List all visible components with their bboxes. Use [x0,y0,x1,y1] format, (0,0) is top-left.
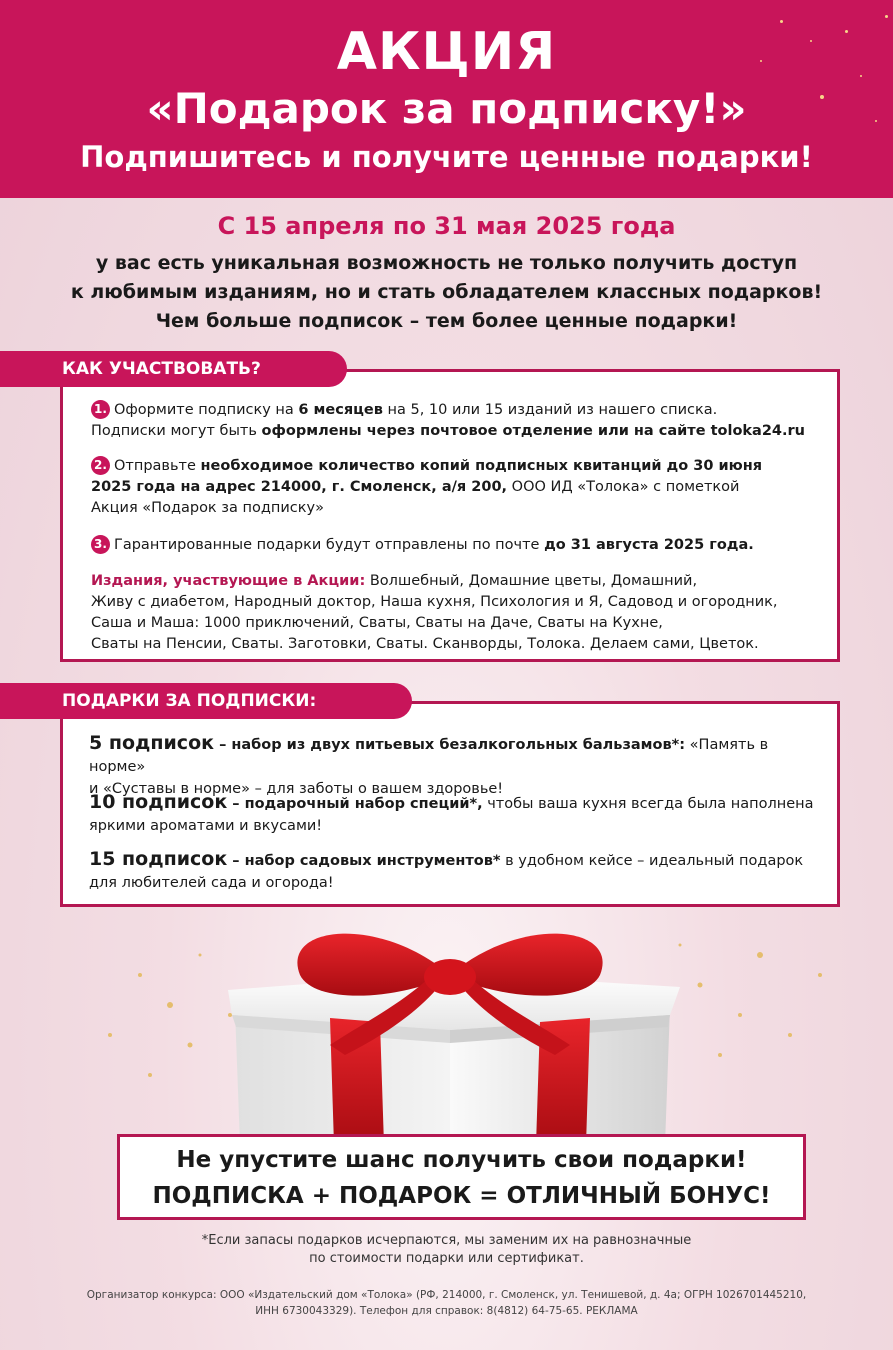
step-number: 2. [91,456,110,475]
promo-dates: С 15 апреля по 31 мая 2025 года [217,212,676,240]
footnote: *Если запасы подарков исчерпаются, мы заменим их на равнозначные по стоимости подарки или сертификат. [201,1233,692,1266]
cta-line-1: Не упустите шанс получить свои подарки! [176,1147,747,1173]
step-1: 1. Оформите подписку на 6 месяцев на 5, 10 или 15 изданий из нашего списка. Подписки могут быть оформлены через почтовое отделение или на сайте toloka24.ru [91,402,806,439]
legal-text: Организатор конкурса: ООО «Издательский дом «Толока» (РФ, 214000, г. Смоленск, ул. Тенишевой, д. 4а; ОГРН 1026701445210, ИНН 6730043329). Телефон для справок: 8(4812) 64-75-65. РЕКЛАМА [86,1289,807,1317]
header-banner [0,0,893,198]
promo-title: АКЦИЯ [336,22,557,82]
gift-item-5: 5 подписок – набор из двух питьевых безалкогольных бальзамов*: «Память в норме» и «Суставы в норме» – для заботы о вашем здоровье! [89,732,769,797]
cta-line-2: ПОДПИСКА + ПОДАРОК = ОТЛИЧНЫЙ БОНУС! [152,1183,771,1209]
gift-item-15: 15 подписок – набор садовых инструментов* в удобном кейсе – идеальный подарок для любителей сада и огорода! [89,848,804,891]
gift-item-10: 10 подписок – подарочный набор специй*, чтобы ваша кухня всегда была наполнена яркими ароматами и вкусами! [89,791,814,834]
gifts-tab: ПОДАРКИ ЗА ПОДПИСКИ: [0,683,412,719]
editions-label: Издания, участвующие в Акции: [91,573,366,589]
promo-subtitle: «Подарок за подписку!» [146,84,747,133]
gifts-box [60,701,840,907]
how-to-tab: КАК УЧАСТВОВАТЬ? [0,351,347,387]
intro-line-1: у вас есть уникальная возможность не только получить доступ [95,252,798,274]
step-number: 3. [91,535,110,554]
promo-tagline: Подпишитесь и получите ценные подарки! [80,140,813,174]
step-2: 2. Отправьте необходимое количество копий подписных квитанций до 30 июня 2025 года на адрес 214000, г. Смоленск, а/я 200, ООО ИД «Толока» с пометкой Акция «Подарок за подписку» [91,458,763,516]
intro-line-2: к любимым изданиям, но и стать обладателем классных подарков! [70,281,823,303]
cta-box [117,1134,806,1220]
gift-box-illustration [0,915,893,1145]
editions-list: Издания, участвующие в Акции: Волшебный, Домашние цветы, Домашний, Живу с диабетом, Народный доктор, Наша кухня, Психология и Я, Садовод и огородник, Саша и Маша: 1000 приключений, Сваты, Сваты на Даче, Сваты на Кухне, Сваты на Пенсии, Сваты. Заготовки, Сваты. Сканворды, Толока. Делаем сами, Цветок. [91,573,778,652]
intro-line-3: Чем больше подписок – тем более ценные подарки! [155,310,738,332]
step-number: 1. [91,400,110,419]
how-to-box [60,369,840,662]
step-3: 3. Гарантированные подарки будут отправлены по почте до 31 августа 2025 года. [91,535,817,556]
